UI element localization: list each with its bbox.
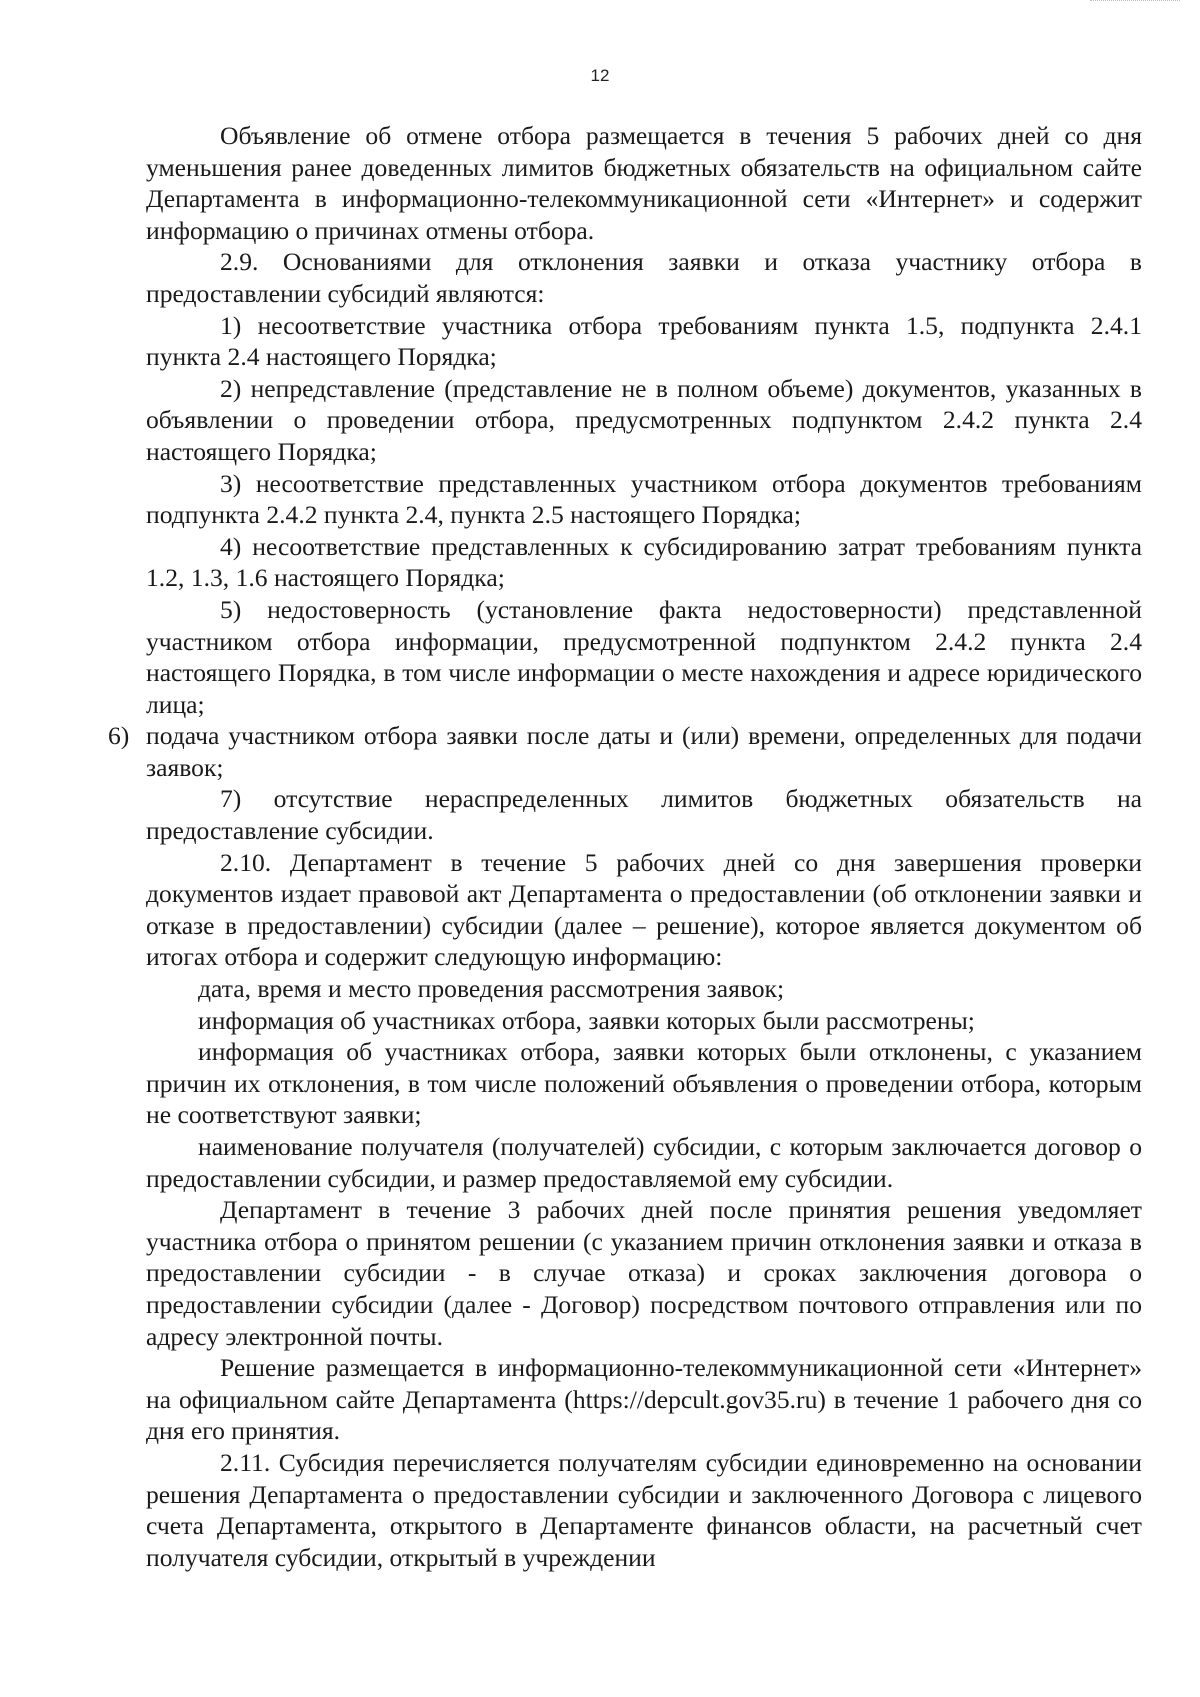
paragraph-2-11: 2.11. Субсидия перечисляется получателям субсидии единовременно на основании решения Департамента о предоставлении субсидии и заключенного Договора с лицевого счета Департамента, открытого в Департаменте финансов области, на расчетный счет получателя субсидии, открытый в учреждении [146,1447,1142,1572]
paragraph-2-10: 2.10. Департамент в течение 5 рабочих дней со дня завершения проверки документов издает правовой акт Департамента о предоставлении (об отклонении заявки и отказе в предоставлении) субсидии (далее – решение), которое является документом об итогах отбора и содержит следующую информацию: [146,847,1142,972]
info-item-date: дата, время и место проведения рассмотрения заявок; [198,974,785,1004]
list-item-4: 4) несоответствие представленных к субсидированию затрат требованиям пункта 1.2, 1.3, 1.6 настоящего Порядка; [146,531,1142,593]
paragraph-publication: Решение размещается в информационно-телекоммуникационной сети «Интернет» на официальном сайте Департамента (https://depcult.gov35.ru) в течение 1 рабочего дня со дня его принятия. [146,1353,1142,1446]
list-item-6-marker: 6) [108,721,130,751]
scan-artifact [1090,0,1180,5]
list-item-5: 5) недостоверность (установление факта недостоверности) представленной участником отбора информации, предусмотренной подпунктом 2.4.2 пункта 2.4 настоящего Порядка, в том числе информации о месте нахождения и адресе юридического лица; [146,594,1142,719]
info-item-rejected: информация об участниках отбора, заявки которых были отклонены, с указанием причин их отклонения, в том числе положений объявления о проведении отбора, которым не соответствуют заявки; [146,1037,1142,1130]
page-number: 12 [590,66,610,85]
document-body [108,120,1142,1573]
list-item-1: 1) несоответствие участника отбора требованиям пункта 1.5, подпункта 2.4.1 пункта 2.4 настоящего Порядка; [146,310,1142,372]
paragraph-notification: Департамент в течение 3 рабочих дней после принятия решения уведомляет участника отбора о принятом решении (с указанием причин отклонения заявки и отказа в предоставлении субсидии - в случае отказа) и сроках заключения договора о предоставлении субсидии (далее - Договор) посредством почтового отправления или по адресу электронной почты. [146,1195,1142,1351]
info-item-recipient: наименование получателя (получателей) субсидии, с которым заключается договор о предоставлении субсидии, и размер предоставляемой ему субсидии. [146,1132,1142,1193]
list-item-3: 3) несоответствие представленных участником отбора документов требованиям подпункта 2.4.2 пункта 2.4, пункта 2.5 настоящего Порядка; [146,468,1142,530]
list-item-6-text: подача участником отбора заявки после даты и (или) времени, определенных для подачи заявок; [146,721,1142,782]
list-item-7: 7) отсутствие нераспределенных лимитов бюджетных обязательств на предоставление субсидии. [146,784,1142,846]
paragraph-2-9: 2.9. Основаниями для отклонения заявки и отказа участнику отбора в предоставлении субсидий являются: [146,247,1142,308]
paragraph-cancel-announcement: Объявление об отмене отбора размещается в течения 5 рабочих дней со дня уменьшения ранее доведенных лимитов бюджетных обязательств на официальном сайте Департамента в информационно-телекоммуникационной сети «Интернет» и содержит информацию о причинах отмены отбора. [146,121,1142,245]
list-item-2: 2) непредставление (представление не в полном объеме) документов, указанных в объявлении о проведении отбора, предусмотренных подпунктом 2.4.2 пункта 2.4 настоящего Порядка; [146,373,1142,466]
list-item-6 [108,720,1142,783]
info-item-considered: информация об участниках отбора, заявки которых были рассмотрены; [198,1005,975,1035]
